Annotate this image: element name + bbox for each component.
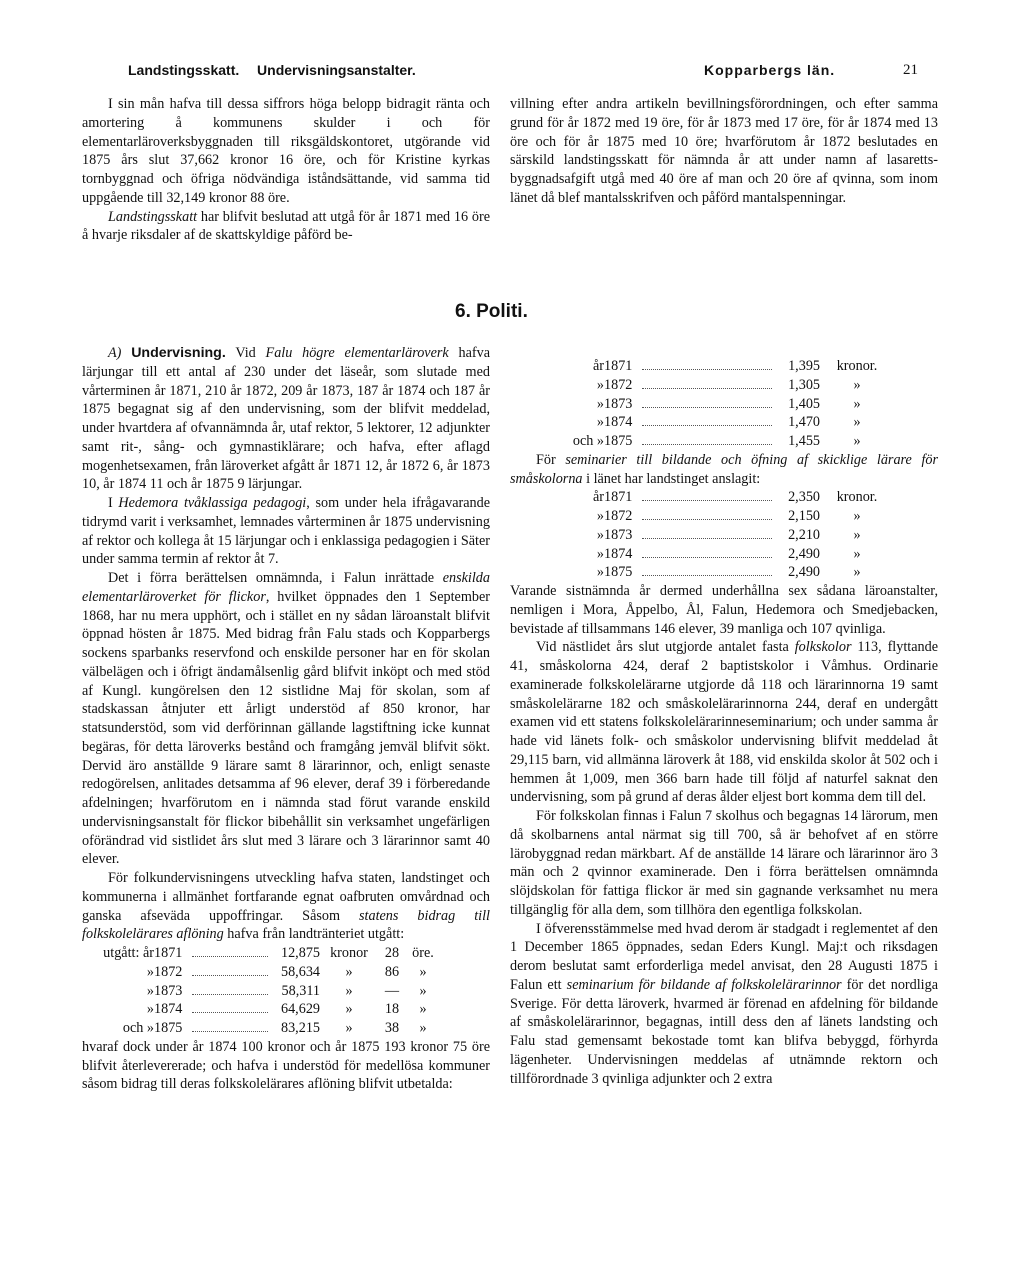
header-landstingsskatt: Landstingsskatt. [128, 62, 240, 78]
table-row [560, 395, 894, 414]
understod-table [560, 357, 894, 451]
paragraph: För seminarier till bildande och öfning af skicklige lärare för småskolorna i länet har landstinget anslagit: [510, 451, 938, 487]
row-amount: 2,150 [788, 508, 820, 524]
row-year: 1873 [604, 526, 633, 543]
leader-dots [642, 432, 772, 451]
row-unit: » [419, 982, 427, 999]
header-undervisningsanstalter: Undervisningsanstalter. [257, 62, 416, 78]
paragraph: För folkundervisningens utveckling hafva staten, landstinget och kommunerna i allmänhet fortfarande egnat oafbruten omvårdnad och ganska afseväda uppoffringar. Såsom statens bidrag till folkskolelärares aflöning hafva från landtränteriet utgått: [82, 870, 490, 943]
leader-dots [642, 395, 772, 414]
leader-dots [192, 944, 268, 963]
row-lead: och » [572, 433, 604, 449]
row-unit: » [853, 508, 861, 524]
row-unit: » [419, 1020, 427, 1036]
leader-dots [642, 413, 772, 432]
row-lead: » [596, 564, 604, 581]
row-year: 1874 [604, 414, 633, 431]
row-amount: 2,350 [788, 489, 820, 506]
row-mid: » [345, 963, 353, 980]
paragraph-undervisning: A) Undervisning. Vid Falu högre elementarläroverk hafva lärjungar till ett antal af 230 under det läseår, som slutade med vårterminen år 1871, 210 år 1872, 209 år 1873, 187 år 1874 och 187 år 1875 begagnat sig af den undervisning, som der blifvit meddelad, under hvartdera af ofvannämnda år, utaf rektor, 5 lektorer, 12 adjunkter samt rit-, sång- och gymnastiklärare; och hafva, efter aflagd mogenhetsexamen, från läroverket afgått år 1871 12, år 1872 6, år 1873 10, år 1874 11 och år 1875 9 lärjungar. [82, 345, 491, 493]
row-year: 1875 [154, 1020, 183, 1036]
top-right-column [510, 95, 938, 208]
row-mid: » [345, 1001, 353, 1018]
left-column [82, 344, 490, 1094]
leader-dots [642, 563, 772, 582]
row-unit: » [419, 963, 427, 980]
leader-dots [192, 1000, 268, 1019]
row-year: 1874 [604, 545, 633, 562]
running-head-left [128, 62, 416, 78]
statsbidrag-table [82, 944, 440, 1038]
row-amount: 58,634 [280, 963, 320, 980]
row-amount: 83,215 [280, 1020, 320, 1036]
page-number: 21 [903, 62, 918, 78]
row-amount: 2,490 [788, 545, 820, 562]
row-unit: » [853, 376, 861, 393]
row-lead: » [596, 545, 604, 562]
row-lead: och » [122, 1020, 154, 1036]
table-row [560, 545, 894, 564]
row-lead: » [146, 982, 154, 999]
row-value: 28 [384, 945, 400, 961]
row-lead: » [596, 526, 604, 543]
leader-dots [192, 1019, 268, 1038]
row-amount: 58,311 [281, 982, 320, 999]
row-value: 18 [384, 1001, 400, 1018]
row-amount: 64,629 [280, 1001, 320, 1018]
table-row [82, 1000, 440, 1019]
table-row [82, 1019, 440, 1038]
row-unit: öre. [412, 945, 434, 961]
leader-dots [642, 376, 772, 395]
paragraph: I sin mån hafva till dessa siffrors höga belopp bidragit ränta och amortering å kommunens skulder i och för elementarläroverksbyggnaden till riksgäldskontoret, utgörande vid 1875 års slut 37,662 kronor 16 öre, och för Kristine kyrkas tornbyggnad och öfriga nödvändiga iståndsättande, vid samma tid uppgående till 32,149 kronor 88 öre. [82, 96, 490, 206]
table-row [560, 563, 894, 582]
table-row [560, 488, 894, 507]
leader-dots [642, 488, 772, 507]
paragraph: I Hedemora tvåklassiga pedagogi, som under hela ifrågavarande tidrymd varit i verksamhet, lemnades vårterminen år 1875 undervisning af rektor och kollega åt 15 lärjungar och i enklassiga pedagogien i Säter under samma termin af rektor åt 7. [82, 495, 490, 568]
row-year: 1871 [604, 358, 633, 374]
row-lead: » [596, 395, 604, 412]
table-row [560, 526, 894, 545]
row-unit: » [853, 545, 861, 562]
row-lead: utgått: år [103, 945, 154, 961]
leader-dots [192, 982, 268, 1001]
row-year: 1871 [154, 945, 183, 961]
paragraph: Varande sistnämnda år dermed underhållna sex sådana läroanstalter, nemligen i Mora, Åppelbo, Ål, Falun, Hedemora och Smedjebacken, bevistade af tillsammans 146 elever, 39 manliga och 107 qvinliga. [510, 583, 938, 637]
row-unit: kronor. [836, 489, 878, 506]
table-row [560, 507, 894, 526]
table-row [82, 982, 440, 1001]
table-row [82, 944, 440, 963]
row-year: 1875 [604, 564, 633, 581]
row-unit: kronor. [836, 358, 878, 374]
row-lead: » [596, 414, 604, 431]
row-year: 1872 [604, 376, 633, 393]
row-unit: » [853, 395, 861, 412]
row-unit: » [853, 414, 861, 431]
row-year: 1873 [154, 982, 183, 999]
row-amount: 1,455 [788, 433, 820, 449]
table-row [560, 432, 894, 451]
paragraph: I öfverensstämmelse med hvad derom är stadgadt i reglementet af den 1 December 1865 öppnades, sedan Eders Kungl. Maj:t och riksdagen derom beslutat samt erforderliga medel anvisat, den 28 Augusti 1875 i Falun ett seminarium för bildande af folkskolelärarinnor för det nordliga Sverige. För detta läroverk, hvarmed är förenad en afdelning för bildande af småskolelärarinnor, begagnas, intill dess den af länets landsting och Falu stad gemensamt bekostade tomt kan blifva bebyggd, förhyrda lägenheter. Undervisningen meddelas af utnämnde rektorn och tillförordnade 3 qvinliga adjunkter och 2 extra [510, 920, 938, 1087]
table-row [560, 413, 894, 432]
row-mid: » [345, 1020, 353, 1036]
row-unit: » [853, 564, 861, 581]
row-lead: » [596, 376, 604, 393]
leader-dots [642, 545, 772, 564]
table-row [560, 357, 894, 376]
right-column [510, 357, 938, 1088]
row-year: 1871 [604, 489, 633, 506]
row-lead: år [592, 358, 604, 374]
row-amount: 1,470 [788, 414, 820, 431]
top-left-column [82, 95, 490, 245]
leader-dots [192, 963, 268, 982]
leader-dots [642, 357, 772, 376]
seminarier-table [560, 488, 894, 582]
row-value: — [384, 982, 400, 999]
row-value: 38 [384, 1020, 400, 1036]
leader-dots [642, 507, 772, 526]
row-mid: » [345, 982, 353, 999]
paragraph: Det i förra berättelsen omnämnda, i Falun inrättade enskilda elementarläroverket för flickor, hvilket öppnades den 1 September 1868, har nu mera upphört, och i stället en ny sådan läroanstalt blifvit öppnad hösten år 1875. Med bidrag från Falu stads och Kopparbergs sockens sparbanks reservfond och enskilde personer har en för skolan välbelägen och i öfrigt ändamålsenlig gård blifvit inköpt och med stöd af Kungl. kungörelsen den 12 sistlidne Maj för skolan, som af stadskassan åtnjuter ett årligt understöd af 850 kronor, har statsunderstöd, som vid derförinnan gällande lagstiftning icke kunnat begäras, för detta läroverks bestånd och framgång jemväl blifvit sökt. Dervid äro anställde 9 lärare samt 8 lärarinnor, och, enligt senaste redogörelsen, anlitades detsamma af 96 elever, deraf 39 i förberedande afdelningen; hvarförutom en i nämnda stad förut varande enskild undervisningsanstalt för flickor bibehållit sin verksamhet ungefärligen oförändrad vid sistlidet års slut med 3 lärare och 3 lärarinnor samt 40 elever. [82, 570, 490, 868]
row-lead: » [596, 508, 604, 524]
paragraph: Vid nästlidet års slut utgjorde antalet fasta folkskolor 113, flyttande 41, småskolorna 424, deraf 2 baptistskolor i Våmhus. Ordinarie examinerade folkskolelärarne utgjorde då 118 och lärarinnorna 19 samt småskolelärarne 182 och småskolelärarinnorna 244, deraf en undergått examen vid ett statens folkskolelärarinneseminarium; och under samma år hade vid länets folk- och småskolor undervisning blifvit meddelad åt 29,115 barn, vid allmänna läroverk åt 188, vid enskilda skolor åt 502 och i hemmen åt 1,009, men 366 barn hade till följd af naturfel saknat den undervisning, som på grund af deras ålder eljest bort komma dem till del. [510, 639, 938, 806]
row-amount: 2,490 [788, 564, 820, 581]
row-unit: » [853, 526, 861, 543]
paragraph: För folkskolan finnas i Falun 7 skolhus och begagnas 14 lärorum, men då skolbarnens antal närmat sig till 700, så är behofvet af en större lärobyggnad redan märkbart. Af de anställde 14 lärare och lärarinnor äro 3 män och 2 qvinnor examinerade. Den i förra berättelsen omnämnda slöjdskolan för fattiga flickor är med sin gagnande verksamhet nu mera tillgänglig för alla dem, som tillhöra den egentliga folkskolan. [510, 808, 938, 918]
row-unit: » [419, 1001, 427, 1018]
table-row [560, 376, 894, 395]
table-row [82, 963, 440, 982]
row-lead: » [146, 963, 154, 980]
row-lead: år [592, 489, 604, 506]
row-year: 1872 [604, 508, 633, 524]
row-year: 1872 [154, 963, 183, 980]
row-lead: » [146, 1001, 154, 1018]
row-amount: 1,405 [788, 395, 820, 412]
paragraph: villning efter andra artikeln bevillningsförordningen, och efter samma grund för år 1872 med 19 öre, för år 1873 med 17 öre, för år 1874 med 13 öre och för år 1875 med 10 öre; hvarförutom år 1872 beslutades en särskild landstingsskatt för nämnda år att under namn af lasaretts-byggnadsafgift utgå med 40 öre af man och 20 öre af qvinna, som inom länet då blef mantalsskrifven och påförd mantalspenningar. [510, 96, 938, 206]
section-title: 6. Politi. [455, 301, 528, 322]
row-value: 86 [384, 963, 400, 980]
row-amount: 1,395 [788, 358, 820, 374]
paragraph: Landstingsskatt har blifvit beslutad att utgå för år 1871 med 16 öre å hvarje riksdaler af de skattskyldige påförd be- [82, 208, 490, 244]
row-year: 1873 [604, 395, 633, 412]
row-amount: 2,210 [788, 526, 820, 543]
row-unit: » [853, 433, 861, 449]
row-mid: kronor [330, 945, 368, 961]
row-amount: 12,875 [280, 945, 320, 961]
row-year: 1875 [604, 433, 633, 449]
row-amount: 1,305 [788, 376, 820, 393]
paragraph: hvaraf dock under år 1874 100 kronor och år 1875 193 kronor 75 öre blifvit återlevererade; och hafva i understöd för medellösa kommuner såsom bidrag till deras folkskolelärares aflöning blifvit utbetalda: [82, 1038, 490, 1093]
row-year: 1874 [154, 1001, 183, 1018]
leader-dots [642, 526, 772, 545]
running-head-right: Kopparbergs län. [704, 62, 836, 78]
